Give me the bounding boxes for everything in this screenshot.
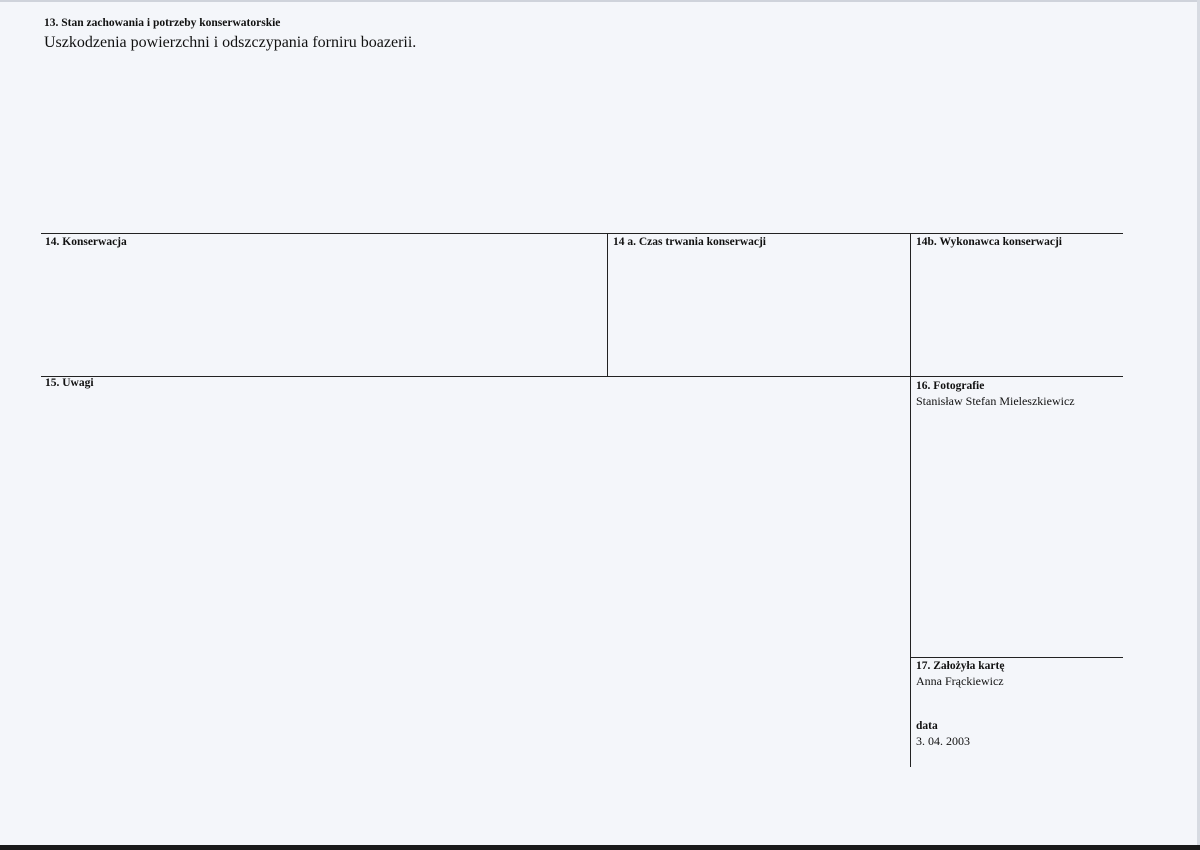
column-divider-14a xyxy=(607,233,608,377)
date-value: 3. 04. 2003 xyxy=(916,734,970,748)
section-17-heading: 17. Założyła kartę xyxy=(916,660,1005,672)
scan-top-edge xyxy=(0,0,1200,2)
section-16-value: Stanisław Stefan Mieleszkiewicz xyxy=(916,394,1075,408)
section-17-rule xyxy=(910,657,1123,658)
date-heading: data xyxy=(916,720,938,732)
table-top-rule xyxy=(41,233,1123,234)
scan-bottom-edge xyxy=(0,845,1200,850)
section-16-heading: 16. Fotografie xyxy=(916,380,985,392)
section-17-value: Anna Frąckiewicz xyxy=(916,674,1004,688)
section-15-heading: 15. Uwagi xyxy=(45,377,94,389)
column-divider-right xyxy=(910,233,911,767)
section-14-heading: 14. Konserwacja xyxy=(45,236,127,248)
table-middle-rule xyxy=(41,376,1123,377)
section-14b-heading: 14b. Wykonawca konserwacji xyxy=(916,236,1062,248)
section-13-heading: 13. Stan zachowania i potrzeby konserwatorskie xyxy=(44,17,281,29)
section-13-value: Uszkodzenia powierzchni i odszczypania forniru boazerii. xyxy=(44,34,417,51)
section-14a-heading: 14 a. Czas trwania konserwacji xyxy=(613,236,766,248)
